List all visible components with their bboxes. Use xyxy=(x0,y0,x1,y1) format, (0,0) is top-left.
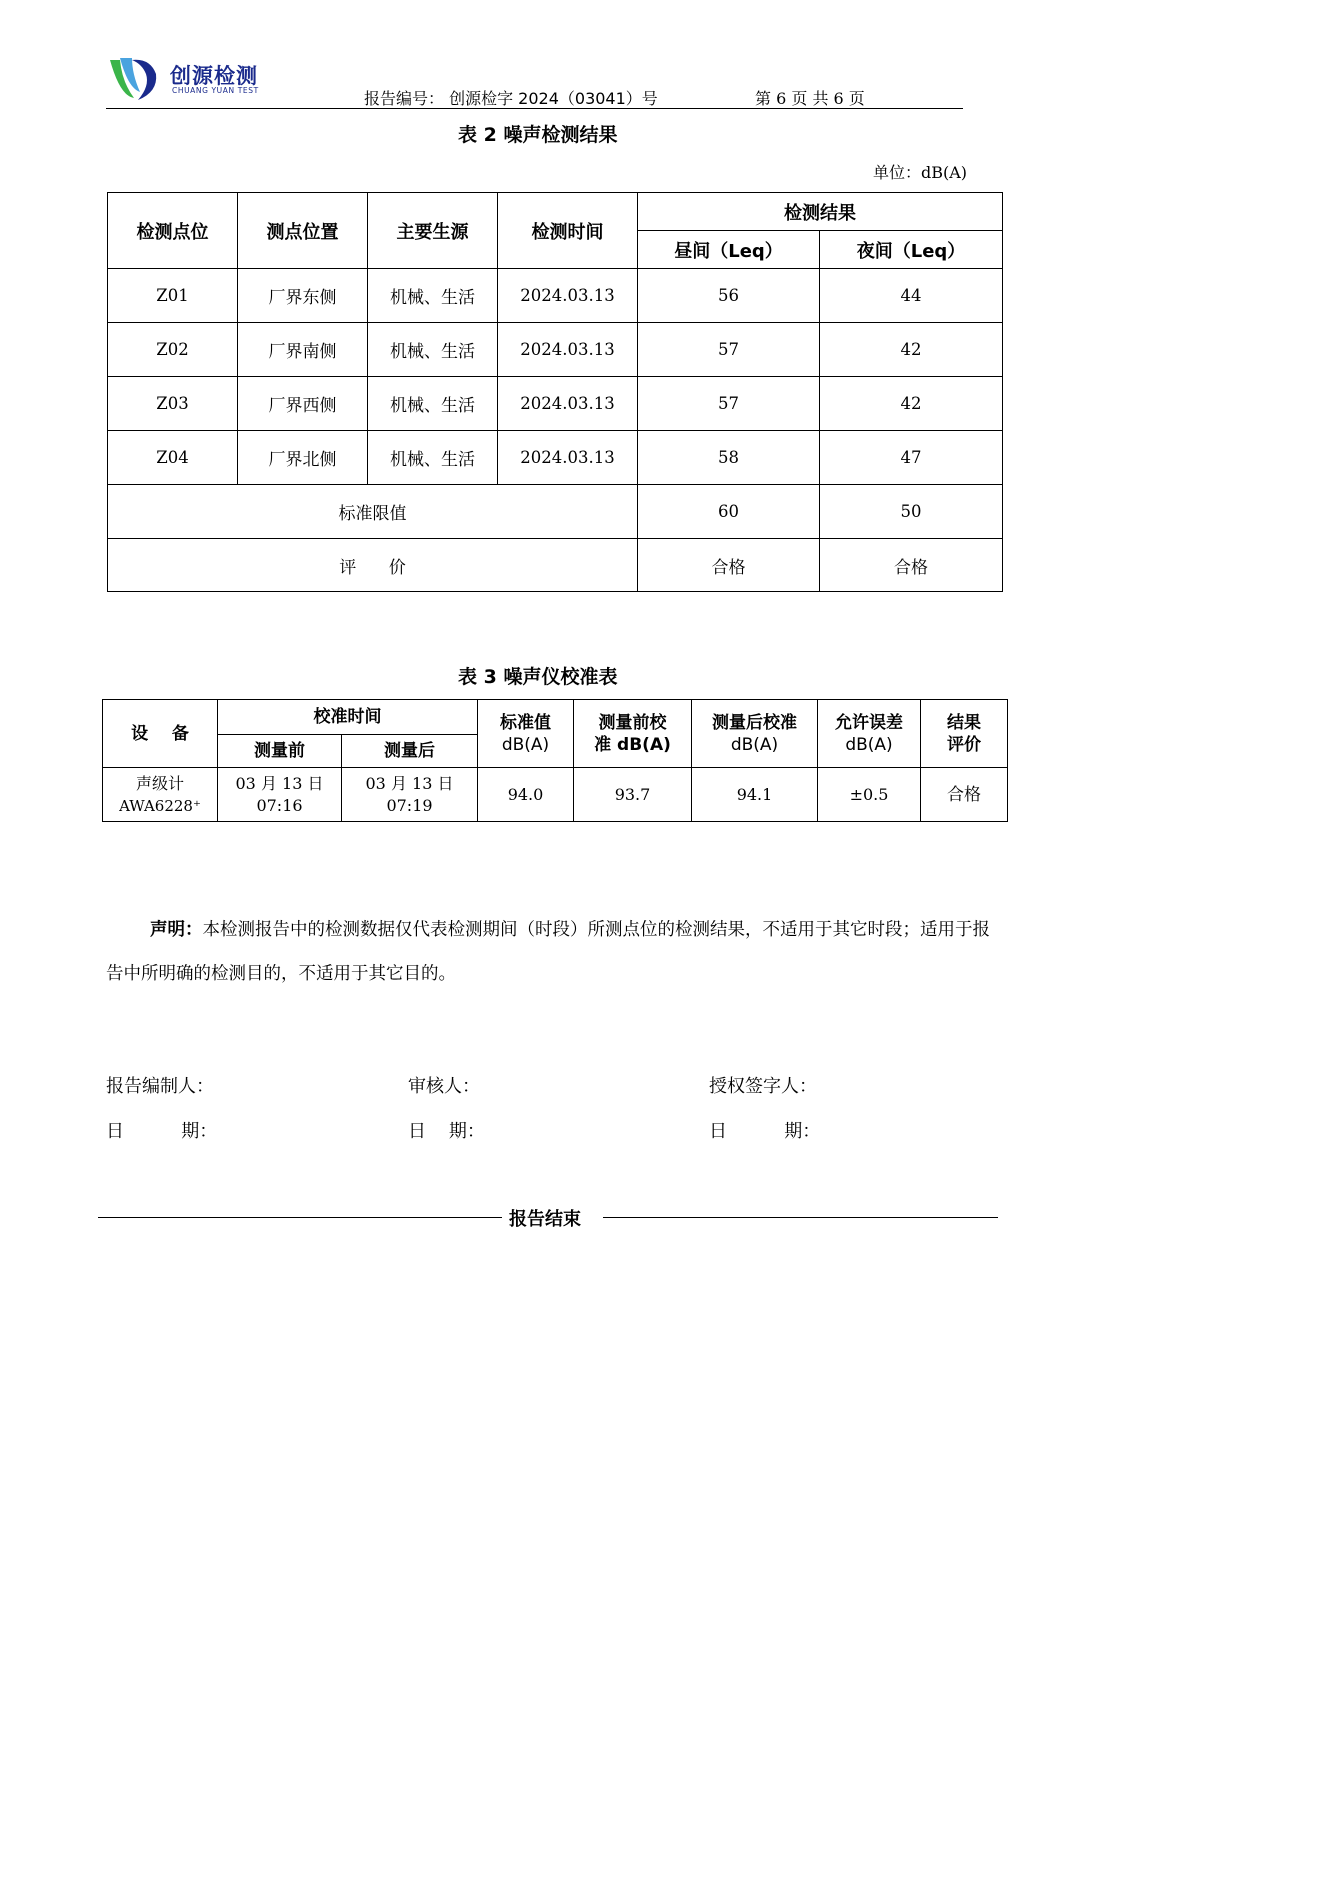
table3-caption: 表 3 噪声仪校准表 xyxy=(458,666,618,688)
page-info: 第 6 页 共 6 页 xyxy=(755,89,865,108)
company-logo xyxy=(106,52,276,104)
cell-post-cal: 94.1 xyxy=(692,768,818,822)
limit-row xyxy=(108,485,1003,539)
date-label-3: 日 期： xyxy=(709,1121,821,1142)
cell-after xyxy=(342,768,478,822)
header-result-line2: 评价 xyxy=(947,734,981,755)
header-location: 测点位置 xyxy=(238,193,368,269)
header-allow-err-line1: 允许误差 xyxy=(835,712,903,733)
table2-unit: 单位：dB(A) xyxy=(873,163,968,182)
approver-label: 授权签字人： xyxy=(709,1076,817,1097)
limit-day: 60 xyxy=(638,485,820,539)
evaluation-day: 合格 xyxy=(638,539,820,592)
cell-day: 57 xyxy=(638,377,820,431)
preparer-label: 报告编制人： xyxy=(106,1076,214,1097)
logo-chinese-text: 创源检测 xyxy=(170,64,258,88)
statement-label: 声明： xyxy=(150,920,203,940)
header-allow-err-line2: dB(A) xyxy=(845,734,893,755)
header-night: 夜间（Leq） xyxy=(820,231,1003,269)
table2-caption: 表 2 噪声检测结果 xyxy=(458,124,618,146)
cell-date: 2024.03.13 xyxy=(498,431,638,485)
cell-after-line1: 03 月 13 日 xyxy=(365,773,454,793)
noise-results-table xyxy=(107,192,1003,592)
cell-device-line2: AWA6228⁺ xyxy=(119,796,201,815)
cell-night: 47 xyxy=(820,431,1003,485)
cell-point: Z03 xyxy=(108,377,238,431)
cell-before xyxy=(218,768,342,822)
header-allow-err xyxy=(818,700,921,768)
end-divider-right xyxy=(603,1217,998,1218)
header-pre-cal-line1: 测量前校 xyxy=(598,712,667,733)
cell-after-line2: 07:19 xyxy=(386,795,433,815)
cell-pre-cal: 93.7 xyxy=(574,768,692,822)
header-source: 主要生源 xyxy=(368,193,498,269)
table-row xyxy=(108,269,1003,323)
header-std-value-line2: dB(A) xyxy=(501,734,550,755)
reviewer-label: 审核人： xyxy=(408,1076,480,1097)
header-device: 设 备 xyxy=(103,700,218,768)
cell-source: 机械、生活 xyxy=(368,377,498,431)
cell-point: Z01 xyxy=(108,269,238,323)
date-label-1: 日 期： xyxy=(106,1121,218,1142)
limit-label: 标准限值 xyxy=(108,485,638,539)
cell-night: 42 xyxy=(820,377,1003,431)
cell-location: 厂界西侧 xyxy=(238,377,368,431)
header-pre-cal-line2: 准 dB(A) xyxy=(594,734,671,755)
cell-location: 厂界南侧 xyxy=(238,323,368,377)
cell-date: 2024.03.13 xyxy=(498,377,638,431)
header-results: 检测结果 xyxy=(638,193,1003,231)
cell-day: 58 xyxy=(638,431,820,485)
date-label-2: 日 期： xyxy=(408,1121,485,1142)
header-std-value-line1: 标准值 xyxy=(500,712,551,733)
cell-night: 44 xyxy=(820,269,1003,323)
calibration-table xyxy=(102,699,1008,822)
header-after: 测量后 xyxy=(342,735,478,768)
cell-device xyxy=(103,768,218,822)
cell-source: 机械、生活 xyxy=(368,323,498,377)
report-end: 报告结束 xyxy=(509,1209,581,1230)
header-post-cal xyxy=(692,700,818,768)
cell-night: 42 xyxy=(820,323,1003,377)
limit-night: 50 xyxy=(820,485,1003,539)
cell-source: 机械、生活 xyxy=(368,269,498,323)
header-day: 昼间（Leq） xyxy=(638,231,820,269)
cell-std-value: 94.0 xyxy=(478,768,574,822)
cell-before-line1: 03 月 13 日 xyxy=(235,773,324,793)
header-before: 测量前 xyxy=(218,735,342,768)
cell-date: 2024.03.13 xyxy=(498,269,638,323)
evaluation-night: 合格 xyxy=(820,539,1003,592)
cell-location: 厂界东侧 xyxy=(238,269,368,323)
end-divider-left xyxy=(98,1217,502,1218)
header-result xyxy=(921,700,1008,768)
cell-source: 机械、生活 xyxy=(368,431,498,485)
header-post-cal-line2: dB(A) xyxy=(730,734,779,755)
cell-point: Z02 xyxy=(108,323,238,377)
table-row xyxy=(108,431,1003,485)
cell-date: 2024.03.13 xyxy=(498,323,638,377)
cell-result: 合格 xyxy=(921,768,1008,822)
header-divider xyxy=(106,108,963,109)
header-post-cal-line1: 测量后校准 xyxy=(712,712,797,733)
header-result-line1: 结果 xyxy=(947,712,981,733)
table-row xyxy=(108,377,1003,431)
cell-before-line2: 07:16 xyxy=(256,795,303,815)
table-row xyxy=(103,768,1008,822)
cell-location: 厂界北侧 xyxy=(238,431,368,485)
cell-allow-err: ±0.5 xyxy=(818,768,921,822)
cell-day: 57 xyxy=(638,323,820,377)
header-time: 检测时间 xyxy=(498,193,638,269)
report-number: 报告编号： 创源检字 2024（03041）号 xyxy=(364,89,658,108)
header-pre-cal xyxy=(574,700,692,768)
statement xyxy=(106,908,1006,996)
header-cal-time: 校准时间 xyxy=(218,700,478,735)
statement-text: 本检测报告中的检测数据仅代表检测期间（时段）所测点位的检测结果，不适用于其它时段；适用于报告中所明确的检测目的，不适用于其它目的。 xyxy=(106,920,990,984)
logo-mark-icon xyxy=(106,52,162,104)
header-point: 检测点位 xyxy=(108,193,238,269)
cell-point: Z04 xyxy=(108,431,238,485)
evaluation-row xyxy=(108,539,1003,592)
header-std-value xyxy=(478,700,574,768)
logo-english-text: CHUANG YUAN TEST xyxy=(172,86,259,95)
table-row xyxy=(108,323,1003,377)
evaluation-label: 评 价 xyxy=(108,539,638,592)
cell-day: 56 xyxy=(638,269,820,323)
cell-device-line1: 声级计 xyxy=(135,773,184,793)
